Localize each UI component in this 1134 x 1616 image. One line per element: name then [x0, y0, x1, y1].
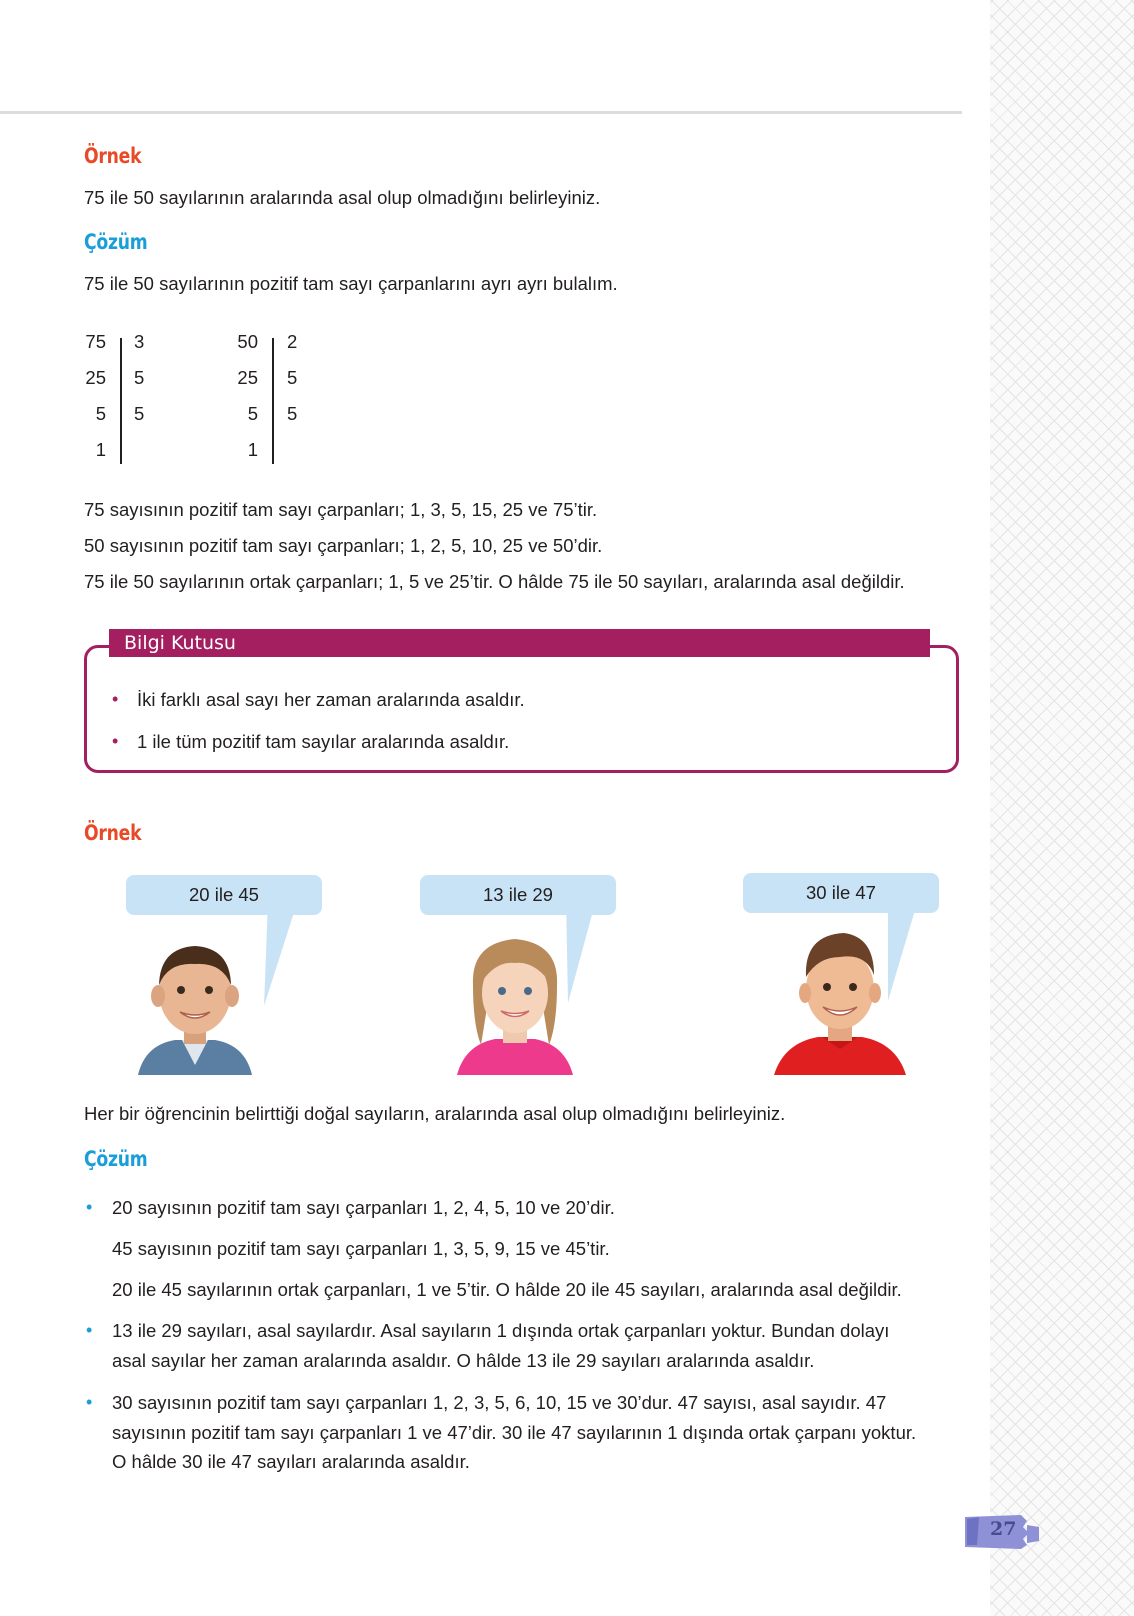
table-cell: 5 — [287, 403, 298, 424]
info-box-item: İki farklı asal sayı her zaman aralarında asaldır. — [137, 689, 525, 710]
table-cell: 5 — [134, 367, 145, 388]
bullet-icon: • — [86, 1320, 93, 1340]
bullet-icon: • — [112, 731, 119, 751]
boy-red-shirt-portrait-icon — [770, 925, 910, 1075]
solution-line: asal sayılar her zaman aralarında asaldır. O hâlde 13 ile 29 sayıları aralarında asaldır. — [112, 1350, 815, 1371]
example1-solution-intro: 75 ile 50 sayılarının pozitif tam sayı çarpanlarını ayrı ayrı bulalım. — [84, 273, 618, 294]
table-cell: 2 — [287, 331, 298, 352]
girl-portrait-icon — [445, 925, 585, 1075]
bullet-icon: • — [112, 689, 119, 709]
table-cell: 1 — [95, 439, 106, 460]
table-cell: 3 — [134, 331, 145, 352]
solution-line: 13 ile 29 sayıları, asal sayılardır. Asal sayıların 1 dışında ortak çarpanları yoktur. Bundan dolayı — [112, 1320, 890, 1341]
solution-line: sayısının pozitif tam sayı çarpanları 1 ve 47’dir. 30 ile 47 sayılarının 1 dışında ortak çarpanı yoktur. — [112, 1422, 917, 1443]
example2-heading: Örnek — [84, 821, 142, 845]
example1-line: 50 sayısının pozitif tam sayı çarpanları; 1, 2, 5, 10, 25 ve 50’dir. — [84, 535, 603, 556]
table-cell: 75 — [85, 331, 106, 352]
example1-line: 75 ile 50 sayılarının ortak çarpanları; 1, 5 ve 25’tir. O hâlde 75 ile 50 sayıları, aralarında asal değildir. — [84, 571, 905, 592]
example1-solution-heading: Çözüm — [84, 230, 148, 254]
boy-portrait-icon — [130, 930, 260, 1075]
example2-question: Her bir öğrencinin belirttiği doğal sayıların, aralarında asal olup olmadığını belirleyiniz. — [84, 1103, 786, 1124]
bullet-icon: • — [86, 1392, 93, 1412]
example2-solution-heading: Çözüm — [84, 1147, 148, 1171]
table-cell: 1 — [247, 439, 258, 460]
solution-line: 45 sayısının pozitif tam sayı çarpanları 1, 3, 5, 9, 15 ve 45’tir. — [112, 1238, 610, 1259]
example1-heading: Örnek — [84, 144, 142, 168]
speech-bubble: 13 ile 29 — [420, 875, 616, 915]
table-cell: 5 — [247, 403, 258, 424]
info-box-item: 1 ile tüm pozitif tam sayılar aralarında asaldır. — [137, 731, 510, 752]
table-cell: 5 — [95, 403, 106, 424]
example1-question: 75 ile 50 sayılarının aralarında asal olup olmadığını belirleyiniz. — [84, 187, 601, 208]
side-pattern — [990, 0, 1134, 1616]
example1-line: 75 sayısının pozitif tam sayı çarpanları; 1, 3, 5, 15, 25 ve 75’tir. — [84, 499, 598, 520]
bullet-icon: • — [86, 1197, 93, 1217]
speech-bubble: 30 ile 47 — [743, 873, 939, 913]
table-cell: 5 — [134, 403, 145, 424]
speech-bubble: 20 ile 45 — [126, 875, 322, 915]
table-cell: 5 — [287, 367, 298, 388]
solution-line: 20 sayısının pozitif tam sayı çarpanları 1, 2, 4, 5, 10 ve 20’dir. — [112, 1197, 615, 1218]
solution-line: 20 ile 45 sayılarının ortak çarpanları, 1 ve 5’tir. O hâlde 20 ile 45 sayıları, aralarında asal değildir. — [112, 1279, 902, 1300]
info-box-title: Bilgi Kutusu — [124, 632, 236, 654]
bubble-tail — [264, 900, 298, 1006]
page-number: 27 — [990, 1518, 1017, 1540]
table-cell: 50 — [237, 331, 258, 352]
solution-line: O hâlde 30 ile 47 sayıları aralarında asaldır. — [112, 1451, 470, 1472]
table-cell: 25 — [237, 367, 258, 388]
table-cell: 25 — [85, 367, 106, 388]
solution-line: 30 sayısının pozitif tam sayı çarpanları 1, 2, 3, 5, 6, 10, 15 ve 30’dur. 47 sayısı, asal sayıdır. 47 — [112, 1392, 887, 1413]
